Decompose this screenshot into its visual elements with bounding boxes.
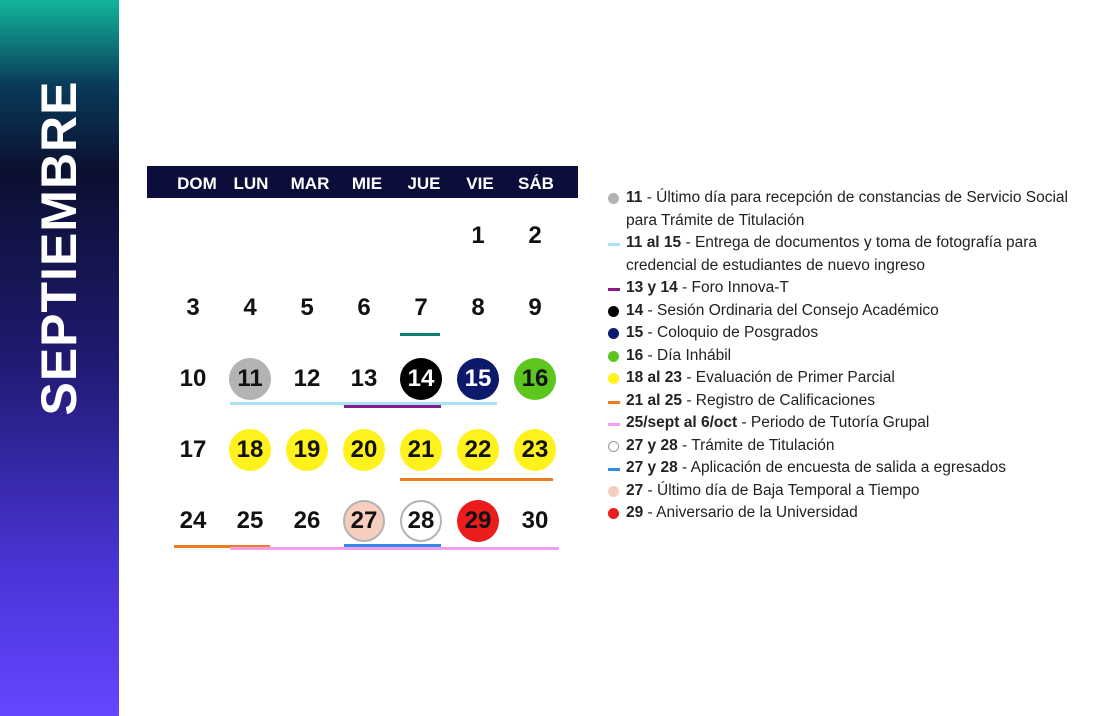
legend-item: 21 al 25 - Registro de Calificaciones: [608, 390, 1088, 413]
legend-dot-icon: [608, 373, 619, 384]
calendar-day: 30: [521, 507, 549, 534]
legend-dash-icon: [608, 423, 620, 426]
underline-marker: [344, 405, 441, 408]
underline-marker: [400, 333, 440, 336]
calendar-day: 1: [471, 222, 485, 249]
legend-dot-icon: [608, 306, 619, 317]
legend-dot-icon: [608, 508, 619, 519]
legend-dot-icon: [608, 351, 619, 362]
weekday-monday: LUN: [233, 174, 269, 193]
calendar-day: 26: [293, 507, 321, 534]
legend-ring-icon: [608, 441, 619, 452]
legend-dot-icon: [608, 486, 619, 497]
legend-dash-icon: [608, 468, 620, 471]
underline-marker: [400, 478, 553, 481]
legend-item: 27 y 28 - Trámite de Titulación: [608, 435, 1088, 458]
legend-item: 13 y 14 - Foro Innova-T: [608, 277, 1088, 300]
weekday-tuesday: MAR: [290, 174, 330, 193]
legend-item: 27 - Último día de Baja Temporal a Tiempo: [608, 480, 1088, 503]
legend: [608, 187, 1088, 525]
legend-item: 29 - Aniversario de la Universidad: [608, 502, 1088, 525]
legend-item: 25/sept al 6/oct - Periodo de Tutoría Grupal: [608, 412, 1088, 435]
legend-item: 14 - Sesión Ordinaria del Consejo Académico: [608, 300, 1088, 323]
legend-item: 15 - Coloquio de Posgrados: [608, 322, 1088, 345]
calendar-day-highlighted: 14: [400, 358, 442, 400]
calendar-day: 25: [236, 507, 264, 534]
weekday-thursday: JUE: [407, 174, 441, 193]
legend-item: 16 - Día Inhábil: [608, 345, 1088, 368]
calendar-day-highlighted: 23: [514, 429, 556, 471]
calendar-day-highlighted: 27: [343, 500, 385, 542]
weekday-sunday: DOM: [177, 174, 217, 193]
calendar-day: 7: [414, 294, 428, 321]
underline-marker: [230, 547, 559, 550]
legend-dot-icon: [608, 193, 619, 204]
underline-marker: [344, 544, 441, 547]
calendar-day: 2: [528, 222, 542, 249]
legend-dot-icon: [608, 328, 619, 339]
calendar-day: 8: [471, 294, 485, 321]
calendar-day-highlighted: 28: [400, 500, 442, 542]
calendar-day-highlighted: 11: [229, 358, 271, 400]
side-band: [0, 0, 119, 716]
calendar-day: 13: [350, 365, 378, 392]
weekday-friday: VIE: [466, 174, 494, 193]
calendar-day: 6: [357, 294, 371, 321]
legend-dash-icon: [608, 401, 620, 404]
legend-item: 27 y 28 - Aplicación de encuesta de salida a egresados: [608, 457, 1088, 480]
month-title: SEPTIEMBRE: [31, 80, 87, 416]
weekday-wednesday: MIE: [351, 174, 383, 193]
calendar-day-highlighted: 22: [457, 429, 499, 471]
calendar-day-highlighted: 19: [286, 429, 328, 471]
weekday-header: [147, 166, 578, 198]
calendar-day: 5: [300, 294, 314, 321]
calendar-day: 10: [179, 365, 207, 392]
legend-dash-icon: [608, 243, 620, 246]
calendar-day: 17: [179, 436, 207, 463]
legend-item: 18 al 23 - Evaluación de Primer Parcial: [608, 367, 1088, 390]
weekday-saturday: SÁB: [518, 174, 554, 193]
legend-item: 11 - Último día para recepción de constancias de Servicio Social para Trámite de Titulación: [608, 187, 1088, 232]
calendar-day-highlighted: 21: [400, 429, 442, 471]
calendar-day: 9: [528, 294, 542, 321]
calendar-day-highlighted: 20: [343, 429, 385, 471]
calendar-day-highlighted: 18: [229, 429, 271, 471]
calendar-day: 3: [186, 294, 200, 321]
calendar-day: 24: [179, 507, 207, 534]
calendar-day: 12: [293, 365, 321, 392]
calendar-day: 4: [243, 294, 257, 321]
legend-dash-icon: [608, 288, 620, 291]
legend-item: 11 al 15 - Entrega de documentos y toma de fotografía para credencial de estudiantes de nuevo ingreso: [608, 232, 1088, 277]
calendar-day-highlighted: 15: [457, 358, 499, 400]
calendar-day-highlighted: 29: [457, 500, 499, 542]
calendar-day-highlighted: 16: [514, 358, 556, 400]
